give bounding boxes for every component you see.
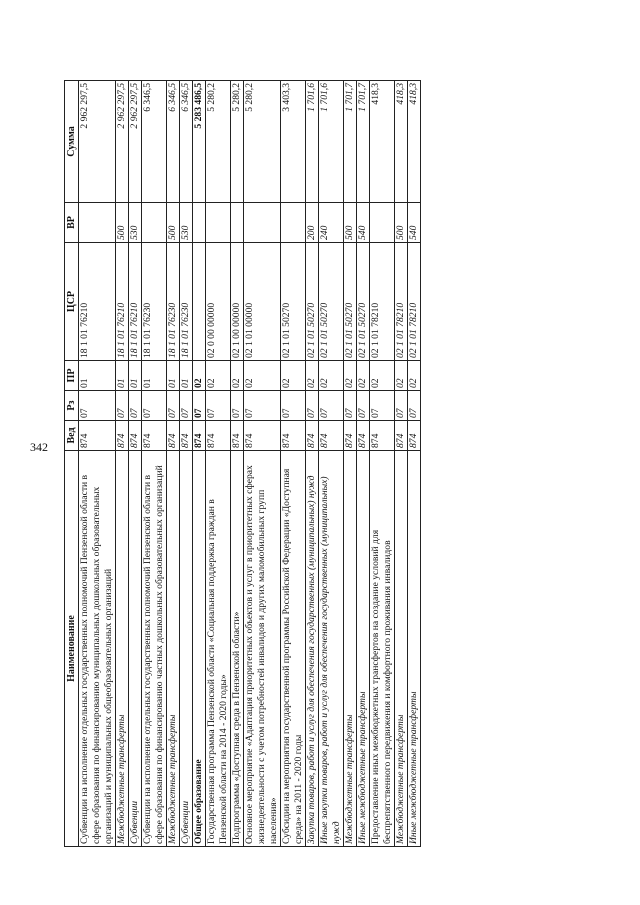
cell-pr: 01 (116, 361, 129, 391)
table-row (129, 81, 142, 847)
cell-vr (193, 203, 206, 243)
cell-sum: 1 701,6 (319, 81, 344, 203)
cell-vr (281, 203, 306, 243)
cell-name: Государственная программа Пензенской области «Социальная поддержка граждан в Пензенской области на 2014 - 2020 годы» (206, 451, 231, 847)
cell-vr: 500 (167, 203, 180, 243)
cell-vr: 540 (357, 203, 370, 243)
cell-csr: 02 1 01 50270 (319, 243, 344, 361)
budget-table (64, 80, 421, 847)
cell-csr: 02 1 01 50270 (306, 243, 319, 361)
cell-csr: 18 1 01 76230 (180, 243, 193, 361)
cell-csr (193, 243, 206, 361)
cell-name: Субвенции на исполнение отдельных государственных полномочий Пензенской области в сфере образования по финансированию муниципальных дошкольных образовательных организаций и муниципальных общеобразовательных организаций (79, 451, 116, 847)
cell-name: Предоставление иных межбюджетных трансфертов на создание условий для беспрепятственного передвижения и комфортного проживания инвалидов (370, 451, 395, 847)
cell-ved: 874 (281, 421, 306, 451)
cell-rz: 07 (244, 391, 281, 421)
cell-pr: 01 (180, 361, 193, 391)
cell-csr: 02 1 01 50270 (357, 243, 370, 361)
cell-csr: 18 1 01 76230 (142, 243, 167, 361)
cell-rz: 07 (79, 391, 116, 421)
cell-vr: 540 (408, 203, 421, 243)
cell-csr: 18 1 01 76230 (167, 243, 180, 361)
cell-rz: 07 (319, 391, 344, 421)
cell-ved: 874 (319, 421, 344, 451)
table-row (319, 81, 344, 847)
cell-pr: 02 (306, 361, 319, 391)
cell-csr: 18 1 01 76210 (116, 243, 129, 361)
cell-rz: 07 (370, 391, 395, 421)
header-ved: Вед (65, 421, 79, 451)
table-header-row (65, 81, 79, 847)
cell-name: Межбюджетные трансферты (344, 451, 357, 847)
cell-name: Субвенции (180, 451, 193, 847)
cell-ved: 874 (116, 421, 129, 451)
cell-vr (244, 203, 281, 243)
cell-sum: 2 962 297,5 (129, 81, 142, 203)
table-row (370, 81, 395, 847)
cell-pr: 01 (79, 361, 116, 391)
cell-sum: 6 346,5 (167, 81, 180, 203)
cell-name: Субвенции (129, 451, 142, 847)
cell-ved: 874 (193, 421, 206, 451)
cell-csr: 18 1 01 76210 (79, 243, 116, 361)
table-row (395, 81, 408, 847)
table-body (79, 81, 421, 847)
budget-table-rotated (64, 81, 570, 847)
cell-rz: 07 (231, 391, 244, 421)
cell-vr: 240 (319, 203, 344, 243)
table-row (231, 81, 244, 847)
cell-pr: 02 (244, 361, 281, 391)
cell-sum: 418,3 (408, 81, 421, 203)
cell-ved: 874 (142, 421, 167, 451)
cell-ved: 874 (231, 421, 244, 451)
cell-pr: 02 (206, 361, 231, 391)
header-rz: Рз (65, 391, 79, 421)
table-row (357, 81, 370, 847)
table-row (408, 81, 421, 847)
cell-csr: 02 1 01 78210 (395, 243, 408, 361)
table-row (167, 81, 180, 847)
cell-vr (79, 203, 116, 243)
cell-sum: 1 701,7 (344, 81, 357, 203)
cell-vr (231, 203, 244, 243)
cell-name: Основное мероприятие «Адаптация приоритетных объектов и услуг в приоритетных сферах жизнедеятельности с учетом потребностей инвалидов и других маломобильных групп населения» (244, 451, 281, 847)
cell-rz: 07 (193, 391, 206, 421)
cell-pr: 02 (193, 361, 206, 391)
cell-rz: 07 (167, 391, 180, 421)
cell-pr: 02 (344, 361, 357, 391)
cell-ved: 874 (395, 421, 408, 451)
cell-rz: 07 (306, 391, 319, 421)
cell-ved: 874 (244, 421, 281, 451)
cell-rz: 07 (408, 391, 421, 421)
cell-ved: 874 (370, 421, 395, 451)
cell-ved: 874 (306, 421, 319, 451)
table-row (344, 81, 357, 847)
cell-sum: 418,3 (370, 81, 395, 203)
cell-rz: 07 (344, 391, 357, 421)
cell-vr: 500 (116, 203, 129, 243)
cell-vr: 500 (344, 203, 357, 243)
cell-pr: 02 (281, 361, 306, 391)
cell-pr: 02 (395, 361, 408, 391)
cell-ved: 874 (167, 421, 180, 451)
cell-ved: 874 (180, 421, 193, 451)
cell-rz: 07 (142, 391, 167, 421)
table-row (281, 81, 306, 847)
cell-sum: 1 701,7 (357, 81, 370, 203)
cell-vr (142, 203, 167, 243)
cell-name: Иные межбюджетные трансферты (408, 451, 421, 847)
cell-csr: 02 1 01 78210 (408, 243, 421, 361)
cell-sum: 3 403,3 (281, 81, 306, 203)
cell-name: Субвенции на исполнение отдельных государственных полномочий Пензенской области в сфере образования по финансированию частных дошкольных образовательных организаций (142, 451, 167, 847)
cell-name: Общее образование (193, 451, 206, 847)
cell-sum: 2 962 297,5 (79, 81, 116, 203)
cell-rz: 07 (395, 391, 408, 421)
cell-rz: 07 (357, 391, 370, 421)
cell-sum: 6 346,5 (180, 81, 193, 203)
cell-name: Субсидии на мероприятия государственной программы Российской Федерации «Доступная среда» на 2011 - 2020 годы (281, 451, 306, 847)
cell-vr: 530 (129, 203, 142, 243)
cell-pr: 02 (231, 361, 244, 391)
cell-csr: 02 1 00 00000 (231, 243, 244, 361)
cell-ved: 874 (344, 421, 357, 451)
cell-vr: 500 (395, 203, 408, 243)
cell-vr (206, 203, 231, 243)
table-row (142, 81, 167, 847)
page-number: 342 (30, 440, 48, 454)
cell-name: Подпрограмма «Доступная среда в Пензенской области» (231, 451, 244, 847)
cell-pr: 02 (357, 361, 370, 391)
cell-ved: 874 (408, 421, 421, 451)
cell-rz: 07 (206, 391, 231, 421)
cell-csr: 02 1 01 78210 (370, 243, 395, 361)
cell-sum: 5 280,2 (244, 81, 281, 203)
cell-pr: 02 (408, 361, 421, 391)
cell-vr: 530 (180, 203, 193, 243)
cell-pr: 02 (370, 361, 395, 391)
header-name: Наименование (65, 451, 79, 847)
cell-name: Закупка товаров, работ и услуг для обеспечения государственных (муниципальных) нужд (306, 451, 319, 847)
cell-csr: 02 1 01 00000 (244, 243, 281, 361)
table-row (180, 81, 193, 847)
header-pr: ПР (65, 361, 79, 391)
cell-sum: 5 280,2 (231, 81, 244, 203)
header-sum: Сумма (65, 81, 79, 203)
cell-rz: 07 (129, 391, 142, 421)
cell-pr: 02 (319, 361, 344, 391)
cell-rz: 07 (180, 391, 193, 421)
cell-ved: 874 (357, 421, 370, 451)
cell-rz: 07 (281, 391, 306, 421)
table-row (116, 81, 129, 847)
cell-vr (370, 203, 395, 243)
cell-name: Иные закупки товаров, работ и услуг для обеспечения государственных (муниципальных) нужд (319, 451, 344, 847)
cell-pr: 01 (167, 361, 180, 391)
cell-ved: 874 (206, 421, 231, 451)
cell-sum: 6 346,5 (142, 81, 167, 203)
table-row (79, 81, 116, 847)
cell-sum: 1 701,6 (306, 81, 319, 203)
cell-name: Иные межбюджетные трансферты (357, 451, 370, 847)
cell-csr: 02 1 01 50270 (344, 243, 357, 361)
cell-sum: 2 962 297,5 (116, 81, 129, 203)
cell-name: Межбюджетные трансферты (116, 451, 129, 847)
table-row (206, 81, 231, 847)
table-row (306, 81, 319, 847)
table-row (244, 81, 281, 847)
cell-name: Межбюджетные трансферты (395, 451, 408, 847)
cell-pr: 01 (142, 361, 167, 391)
cell-ved: 874 (79, 421, 116, 451)
cell-vr: 200 (306, 203, 319, 243)
cell-rz: 07 (116, 391, 129, 421)
cell-sum: 5 280,2 (206, 81, 231, 203)
table-row (193, 81, 206, 847)
cell-sum: 418,3 (395, 81, 408, 203)
header-csr: ЦСР (65, 243, 79, 361)
cell-csr: 02 0 00 00000 (206, 243, 231, 361)
cell-csr: 18 1 01 76210 (129, 243, 142, 361)
header-vr: ВР (65, 203, 79, 243)
cell-sum: 5 283 486,5 (193, 81, 206, 203)
cell-name: Межбюджетные трансферты (167, 451, 180, 847)
cell-pr: 01 (129, 361, 142, 391)
cell-ved: 874 (129, 421, 142, 451)
cell-csr: 02 1 01 50270 (281, 243, 306, 361)
